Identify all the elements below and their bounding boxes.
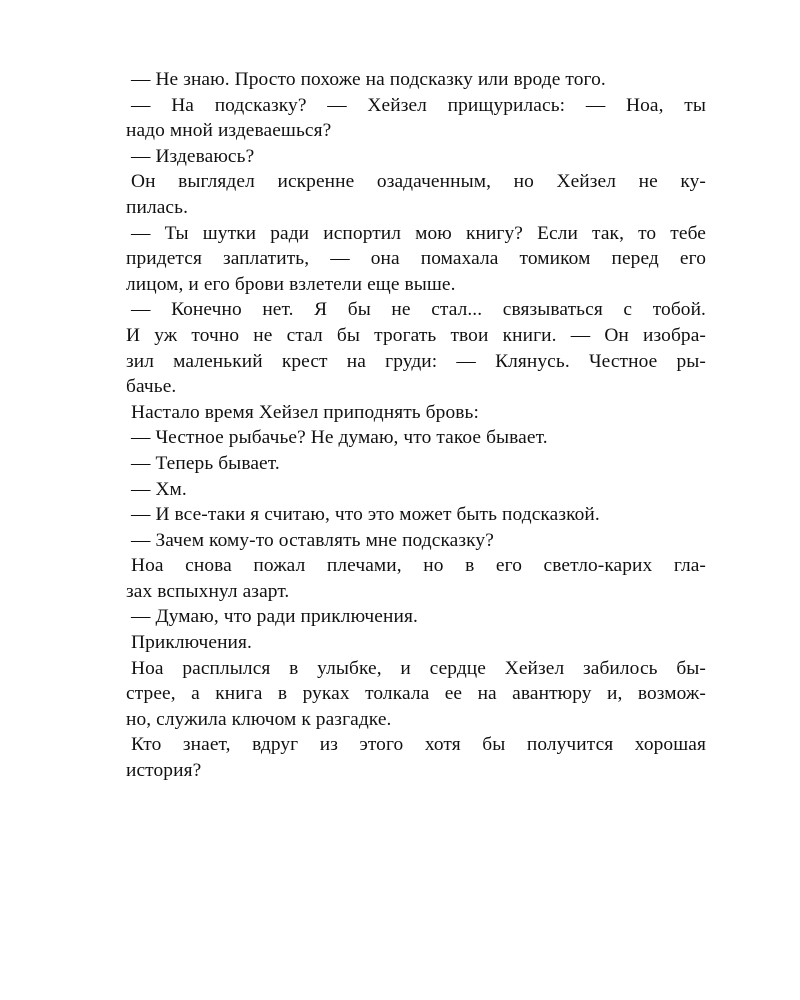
paragraph [126,169,706,220]
text-line: Кто знает, вдруг из этого хотя бы получится хорошая [131,734,706,756]
text-line: И уж точно не стал бы трогать твои книги. — Он изобра- [126,324,706,346]
paragraph [126,144,706,170]
paragraph [126,425,706,451]
text-line: бачье. [126,376,177,398]
book-page-text [126,67,706,784]
text-line: Настало время Хейзел приподнять бровь: [131,401,479,423]
text-line: Он выглядел искренне озадаченным, но Хейзел не ку- [131,171,706,193]
text-line: — Теперь бывает. [131,452,280,474]
paragraph [126,400,706,426]
text-line: — Зачем кому-то оставлять мне подсказку? [131,529,494,551]
text-line: придется заплатить, — она помахала томиком перед его [126,248,706,270]
text-line: — И все-таки я считаю, что это может быть подсказкой. [131,504,600,526]
text-line: лицом, и его брови взлетели еще выше. [126,273,456,295]
paragraph [126,528,706,554]
paragraph [126,553,706,604]
text-line: Ноа снова пожал плечами, но в его светло-карих гла- [131,555,706,577]
text-line: — Конечно нет. Я бы не стал... связываться с тобой. [131,299,706,321]
text-line: — Хм. [131,478,187,500]
text-line: зах вспыхнул азарт. [126,580,290,602]
text-line: зил маленький крест на груди: — Клянусь. Честное ры- [126,350,706,372]
paragraph [126,221,706,298]
text-line: — На подсказку? — Хейзел прищурилась: — Ноа, ты [131,94,706,116]
text-line: надо мной издеваешься? [126,120,332,142]
paragraph [126,604,706,630]
paragraph [126,630,706,656]
text-line: — Думаю, что ради приключения. [131,606,418,628]
text-line: но, служила ключом к разгадке. [126,708,392,730]
text-line: Ноа расплылся в улыбке, и сердце Хейзел забилось бы- [131,657,706,679]
paragraph [126,477,706,503]
paragraph [126,656,706,733]
text-line: стрее, а книга в руках толкала ее на авантюру и, возмож- [126,683,706,705]
text-line: — Издеваюсь? [131,145,255,167]
paragraph [126,451,706,477]
text-line: — Честное рыбачье? Не думаю, что такое бывает. [131,427,548,449]
paragraph [126,297,706,399]
paragraph [126,732,706,783]
text-line: история? [126,760,202,782]
paragraph [126,67,706,93]
text-line: пилась. [126,196,189,218]
text-line: — Ты шутки ради испортил мою книгу? Если так, то тебе [131,222,706,244]
paragraph [126,93,706,144]
text-line: Приключения. [131,632,252,654]
paragraph [126,502,706,528]
text-line: — Не знаю. Просто похоже на подсказку или вроде того. [131,69,606,90]
